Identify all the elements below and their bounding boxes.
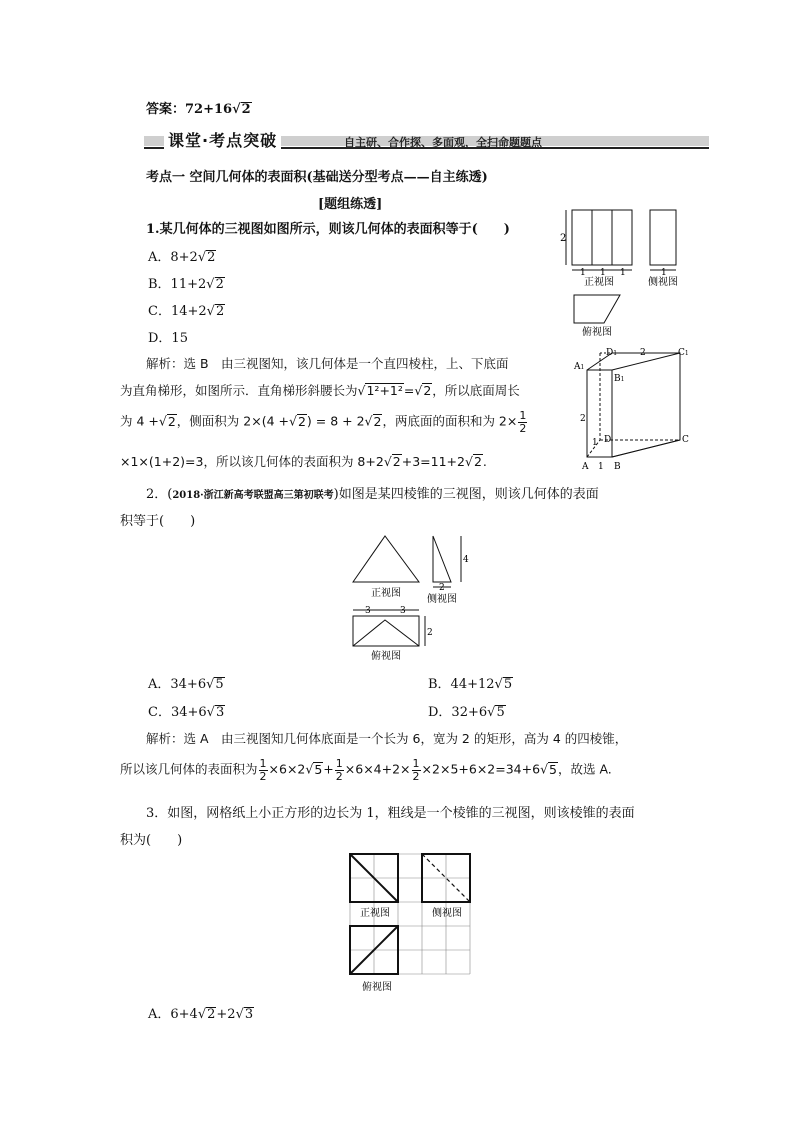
svg-text:2: 2 <box>427 628 433 638</box>
q1-prism-figure <box>572 345 697 475</box>
svg-text:1: 1 <box>600 268 606 278</box>
q2-option-c: C．34+6√3 <box>148 705 225 720</box>
q2-stem-line-2: 积等于( ) <box>120 514 196 529</box>
svg-text:2: 2 <box>640 348 646 358</box>
banner-title: 课堂·考点突破 <box>164 128 281 151</box>
q3-front-label: 正视图 <box>360 908 390 919</box>
q3-top-label: 俯视图 <box>362 982 392 993</box>
q1-solution-line-4: ×1×(1+2)=3，所以该几何体的表面积为 8+2√2+3=11+2√2. <box>120 454 487 469</box>
svg-text:3: 3 <box>365 606 371 616</box>
q2-side-label: 侧视图 <box>427 594 457 605</box>
section-banner <box>144 131 709 149</box>
q2-front-label: 正视图 <box>371 588 401 599</box>
svg-text:C: C <box>682 435 689 445</box>
q2-three-view-figure <box>345 532 495 662</box>
q3-side-label: 侧视图 <box>432 908 462 919</box>
answer-expr: 72+16 <box>185 102 233 117</box>
answer-root: 2 <box>241 102 251 117</box>
q1-stem: 1.某几何体的三视图如图所示，则该几何体的表面积等于( ) <box>146 222 510 237</box>
svg-text:1: 1 <box>598 462 604 472</box>
q1-side-label: 侧视图 <box>648 277 678 288</box>
banner-subtitle: 自主研、合作探、多面观，全扫命题题点 <box>344 136 542 149</box>
q3-stem-line-2: 积为( ) <box>120 833 183 848</box>
q1-option-b: B．11+2√2 <box>148 277 224 292</box>
q1-front-view <box>572 210 632 265</box>
q1-option-a: A．8+2√2 <box>148 250 216 265</box>
svg-text:2: 2 <box>580 414 586 424</box>
q1-solution-line-3: 为 4 +√2，侧面积为 2×(4 +√2) = 8 + 2√2，两底面的面积和为 2× $\frac{1}{2}$ <box>120 409 527 435</box>
q3-option-a: A．6+4√2+2√3 <box>148 1007 254 1022</box>
q1-top-view <box>574 295 620 323</box>
svg-text:A: A <box>582 462 589 472</box>
q2-option-a: A．34+6√5 <box>148 677 224 692</box>
svg-text:1: 1 <box>661 268 667 278</box>
q1-dim-2: 2 <box>560 233 567 244</box>
svg-text:1: 1 <box>580 268 586 278</box>
q2-solution-line-2: 所以该几何体的表面积为 $\frac{1}{2}$ ×6×2√5+ $\frac{1}{2}$ ×6×4+2× $\frac{1}{2}$ ×2×5+6×2=34+6√5，故选 A. <box>120 757 612 783</box>
q2-option-b: B．44+12√5 <box>428 677 513 692</box>
q3-stem-line-1: 3．如图，网格纸上小正方形的边长为 1，粗线是一个棱锥的三视图，则该棱锥的表面 <box>146 806 635 821</box>
q2-top-label: 俯视图 <box>371 651 401 662</box>
q2-stem-line-1: 2．(2018·浙江新高考联盟高三第初联考)如图是某四棱锥的三视图，则该几何体的表面 <box>146 487 599 502</box>
q1-option-d: D．15 <box>148 331 188 346</box>
q2-solution-line-1: 解析：选 A 由三视图知几何体底面是一个长为 6，宽为 2 的矩形，高为 4 的四棱锥， <box>146 731 628 746</box>
q2-side-view <box>433 536 451 582</box>
svg-text:C1: C1 <box>678 348 689 358</box>
q1-solution-line-2: 为直角梯形，如图所示．直角梯形斜腰长为√1²+1²=√2，所以底面周长 <box>120 383 520 398</box>
svg-text:1: 1 <box>592 438 598 448</box>
svg-text:D: D <box>604 435 612 445</box>
q2-source: 2018·浙江新高考联盟高三第初联考 <box>172 490 334 501</box>
q1-option-c: C．14+2√2 <box>148 304 225 319</box>
q1-top-label: 俯视图 <box>582 327 612 338</box>
svg-text:4: 4 <box>463 555 469 565</box>
answer-line: 答案：72+16√2 <box>146 102 251 117</box>
section-title: 考点一 空间几何体的表面积(基础送分型考点——自主练透) <box>146 170 488 185</box>
q1-front-label: 正视图 <box>584 277 614 288</box>
svg-text:B1: B1 <box>614 374 625 384</box>
q2-option-d: D．32+6√5 <box>428 705 505 720</box>
svg-text:2: 2 <box>439 583 445 593</box>
section-subtitle: [题组练透] <box>318 197 383 212</box>
svg-text:A1: A1 <box>574 362 585 372</box>
q1-three-view-figure <box>560 205 700 340</box>
svg-text:D1: D1 <box>606 348 618 358</box>
q2-front-view <box>353 536 419 582</box>
q1-side-view <box>650 210 676 265</box>
svg-text:B: B <box>614 462 621 472</box>
svg-text:1: 1 <box>620 268 626 278</box>
q3-grid-figure <box>346 852 474 994</box>
svg-text:3: 3 <box>400 606 406 616</box>
answer-label: 答案： <box>146 102 186 117</box>
q1-solution-line-1: 解析：选 B 由三视图知，该几何体是一个直四棱柱，上、下底面 <box>146 356 509 371</box>
